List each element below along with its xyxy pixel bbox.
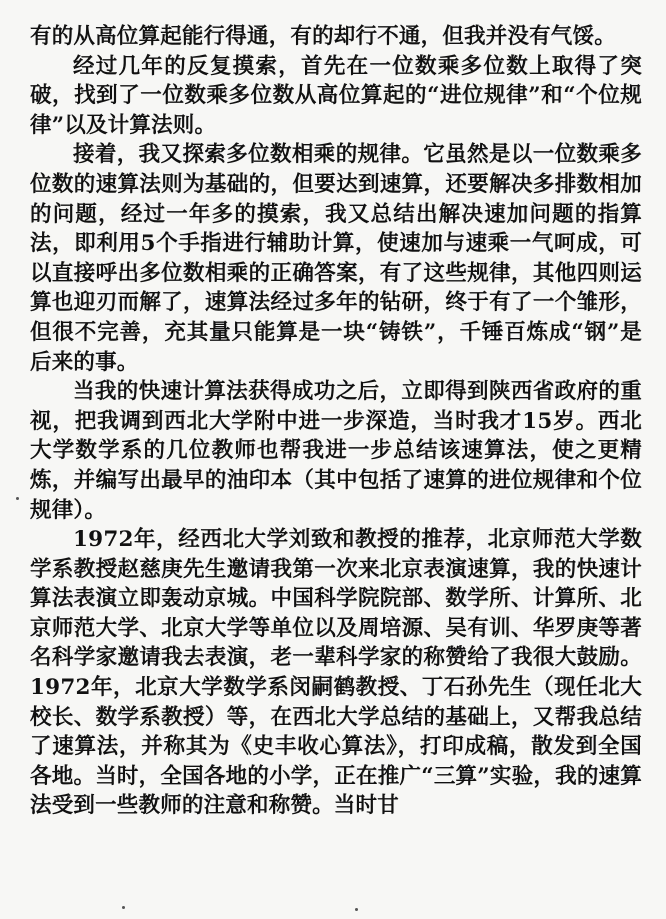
paragraph-2: 经过几年的反复摸索，首先在一位数乘多位数上取得了突破，找到了一位数乘多位数从高位算起的“进位规律”和“个位规律”以及计算法则。 bbox=[30, 53, 642, 138]
scan-speck bbox=[16, 497, 19, 500]
paragraph-4: 当我的快速计算法获得成功之后，立即得到陕西省政府的重视，把我调到西北大学附中进一步深造，当时我才15岁。西北大学数学系的几位教师也帮我进一步总结该速算法，使之更精炼，并编写出最早的油印本（其中包括了速算的进位规律和个位规律）。 bbox=[30, 379, 642, 523]
paragraph-3: 接着，我又探索多位数相乘的规律。它虽然是以一位数乘多位数的速算法则为基础的，但要达到速算，还要解决多排数相加的问题，经过一年多的摸索，我又总结出解决速加问题的指算法，即利用5个手指进行辅助计算，使速加与速乘一气呵成，可以直接呼出多位数相乘的正确答案，有了这些规律，其他四则运算也迎刃而解了，速算法经过多年的钻研，终于有了一个雏形，但很不完善，充其量只能算是一块“铸铁”，千锤百炼成“钢”是后来的事。 bbox=[30, 142, 642, 375]
scan-speck bbox=[122, 906, 125, 909]
paragraph-1: 有的从高位算起能行得通，有的却行不通，但我并没有气馁。 bbox=[30, 24, 616, 49]
scan-speck bbox=[355, 908, 358, 911]
paragraph-5: 1972年，经西北大学刘致和教授的推荐，北京师范大学数学系教授赵慈庚先生邀请我第一次来北京表演速算，我的快速计算法表演立即轰动京城。中国科学院院部、数学所、计算所、北京师范大学、北京大学等单位以及周培源、吴有训、华罗庚等著名科学家邀请我去表演，老一辈科学家的称赞给了我很大鼓励。1972年，北京大学数学系闵嗣鹤教授、丁石孙先生（现任北大校长、数学系教授）等，在西北大学总结的基础上，又帮我总结了速算法，并称其为《史丰收心算法》，打印成稿，散发到全国各地。当时，全国各地的小学，正在推广“三算”实验，我的速算法受到一些教师的注意和称赞。当时甘 bbox=[30, 527, 642, 819]
document-page bbox=[30, 22, 642, 821]
